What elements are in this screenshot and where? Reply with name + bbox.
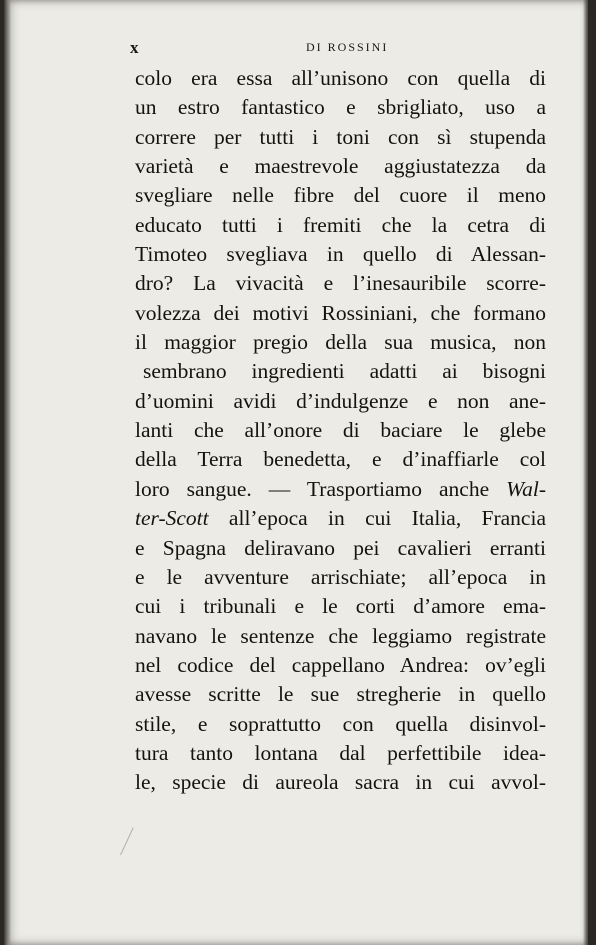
text-fragment: loro sangue. — Trasportiamo anche: [135, 476, 507, 501]
text-line: nel codice del cappellano Andrea: ov’egli: [135, 652, 546, 677]
text-line: lanti che all’onore di baciare le glebe: [135, 418, 546, 443]
body-text: [135, 64, 546, 798]
pencil-mark: [120, 828, 141, 859]
running-title: DI ROSSINI: [306, 40, 389, 54]
text-line: d’uomini avidi d’indulgenze e non ane-: [135, 388, 546, 413]
text-line: dro? La vivacità e l’inesauribile scorre-: [135, 271, 546, 296]
text-line: navano le sentenze che leggiamo registrate: [135, 623, 546, 648]
text-line: educato tutti i fremiti che la cetra di: [135, 212, 546, 237]
text-line-mixed: [135, 475, 546, 504]
text-line: e Spagna deliravano pei cavalieri erranti: [135, 535, 546, 560]
text-line: stile, e soprattutto con quella disinvol-: [135, 711, 546, 736]
italic-fragment: ter-Scott: [135, 506, 209, 531]
text-line: Timoteo svegliava in quello di Alessan-: [135, 242, 546, 267]
page-edge-shadow: [583, 0, 588, 945]
text-line: cui i tribunali e le corti d’amore ema-: [135, 594, 546, 619]
text-line: correre per tutti i toni con sì stupenda: [135, 124, 546, 149]
page-gutter-shadow: [4, 0, 11, 945]
text-line: svegliare nelle fibre del cuore il meno: [135, 183, 546, 208]
text-line: un estro fantastico e sbrigliato, uso a: [135, 95, 546, 120]
text-line: e le avventure arrischiate; all’epoca in: [135, 564, 546, 589]
text-line: varietà e maestrevole aggiustatezza da: [135, 154, 546, 179]
text-line: le, specie di aureola sacra in cui avvol-: [135, 770, 546, 795]
text-line: volezza dei motivi Rossiniani, che formano: [135, 300, 546, 325]
text-line: avesse scritte le sue stregherie in quello: [135, 682, 546, 707]
text-line: colo era essa all’unisono con quella di: [135, 66, 546, 90]
text-line: il maggior pregio della sua musica, non: [135, 330, 546, 355]
running-head: [130, 38, 550, 60]
text-line: della Terra benedetta, e d’inaffiarle col: [135, 447, 546, 472]
italic-fragment: Wal-: [506, 476, 546, 501]
page-number: x: [130, 38, 140, 57]
text-line-mixed: [135, 504, 546, 533]
text-line: sembrano ingredienti adatti ai bisogni: [143, 359, 546, 384]
text-line: tura tanto lontana dal perfettibile idea-: [135, 740, 546, 765]
book-page: [4, 0, 588, 945]
text-fragment: all’epoca in cui Italia, Francia: [208, 506, 546, 531]
